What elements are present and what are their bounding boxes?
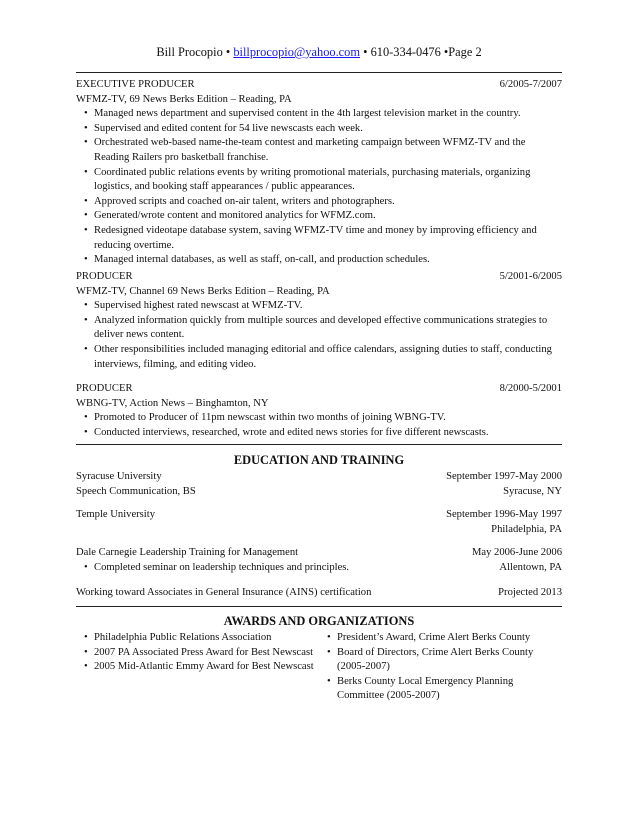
job-title: PRODUCER — [76, 271, 133, 282]
list-item: • Board of Directors, Crime Alert Berks County (2005-2007) — [319, 646, 562, 675]
school-name: Temple University — [76, 509, 155, 520]
education-dates: Projected 2013 — [498, 587, 562, 598]
job-bullets — [76, 411, 562, 440]
list-item: • Completed seminar on leadership techniques and principles. — [76, 561, 499, 576]
school-name: Dale Carnegie Leadership Training for Management — [76, 547, 299, 558]
job-organization: WBNG-TV, Action News – Binghamton, NY — [76, 397, 269, 409]
list-item: • Analyzed information quickly from multiple sources and developed effective communications strategies to deliver news content. — [76, 314, 562, 343]
certification-name: Working toward Associates in General Insurance (AINS) certification — [76, 587, 372, 598]
education-entry-syracuse — [76, 470, 562, 499]
list-item: • Approved scripts and coached on-air talent, writers and photographers. — [76, 195, 562, 210]
list-item: • Philadelphia Public Relations Association — [76, 631, 319, 646]
email-link[interactable]: billprocopio@yahoo.com — [233, 45, 361, 59]
header-phone: 610-334-0476 — [370, 45, 441, 59]
awards-columns — [76, 631, 562, 704]
list-item: • Managed news department and supervised content in the 4th largest television market in the country. — [76, 107, 562, 122]
list-item: • Redesigned videotape database system, saving WFMZ-TV time and money by improving efficiency and reducing overtime. — [76, 224, 562, 253]
school-name: Syracuse University — [76, 471, 162, 482]
list-item: • Supervised highest rated newscast at WFMZ-TV. — [76, 299, 562, 314]
education-dates: May 2006-June 2006 — [471, 547, 562, 558]
education-entry-temple — [76, 508, 562, 537]
degree: Speech Communication, BS — [76, 485, 196, 497]
list-item: • Promoted to Producer of 11pm newscast within two months of joining WBNG-TV. — [76, 411, 562, 426]
education-dates: September 1997-May 2000 — [446, 471, 562, 482]
header-name: Bill Procopio — [156, 45, 223, 59]
list-item: • Conducted interviews, researched, wrote and edited news stories for five different newscasts. — [76, 426, 562, 441]
section-divider — [76, 606, 562, 607]
header-separator: • — [443, 45, 449, 59]
header-separator: • — [363, 45, 368, 59]
header-page-number: Page 2 — [448, 45, 482, 59]
list-item: • Supervised and edited content for 54 live newscasts each week. — [76, 122, 562, 137]
job-bullets — [76, 107, 562, 268]
awards-heading: AWARDS AND ORGANIZATIONS — [223, 614, 415, 628]
section-divider — [76, 444, 562, 445]
awards-right-column — [319, 631, 562, 704]
header-separator: • — [225, 45, 231, 59]
education-heading: EDUCATION AND TRAINING — [233, 453, 405, 467]
education-location: Allentown, PA — [499, 561, 562, 573]
job-organization: WFMZ-TV, Channel 69 News Berks Edition – Reading, PA — [76, 285, 330, 297]
list-item: • Berks County Local Emergency Planning Committee (2005-2007) — [319, 675, 562, 704]
job-dates: 8/2000-5/2001 — [499, 383, 562, 394]
job-producer-wfmz — [76, 270, 562, 372]
education-entry-ains — [76, 586, 562, 601]
list-item: • Orchestrated web-based name-the-team contest and marketing campaign between WFMZ-TV and the Reading Railers pro basketball franchise. — [76, 136, 562, 165]
education-dates: September 1996-May 1997 — [446, 509, 562, 520]
job-executive-producer — [76, 78, 562, 268]
header-divider — [76, 72, 562, 73]
list-item: • Managed internal databases, as well as staff, on-call, and production schedules. — [76, 253, 562, 268]
job-dates: 6/2005-7/2007 — [499, 79, 562, 90]
list-item: • President’s Award, Crime Alert Berks County — [319, 631, 562, 646]
list-item: • Other responsibilities included managing editorial and office calendars, assigning duties to staff, conducting interviews, filming, and editing video. — [76, 343, 562, 372]
list-item: • 2007 PA Associated Press Award for Best Newscast — [76, 646, 319, 661]
page-header — [76, 45, 562, 60]
job-title: PRODUCER — [76, 383, 133, 394]
job-organization: WFMZ-TV, 69 News Berks Edition – Reading, PA — [76, 93, 292, 105]
education-location: Philadelphia, PA — [491, 523, 562, 535]
list-item: • 2005 Mid-Atlantic Emmy Award for Best Newscast — [76, 660, 319, 675]
job-producer-wbng — [76, 382, 562, 440]
job-dates: 5/2001-6/2005 — [499, 271, 562, 282]
education-location: Syracuse, NY — [503, 485, 562, 497]
job-title: EXECUTIVE PRODUCER — [76, 79, 195, 90]
list-item: • Coordinated public relations events by writing promotional materials, purchasing materials, organizing logistics, and booking staff appearances / public appearances. — [76, 166, 562, 195]
job-bullets — [76, 299, 562, 372]
awards-left-column — [76, 631, 319, 704]
education-entry-dale-carnegie — [76, 546, 562, 575]
list-item: • Generated/wrote content and monitored analytics for WFMZ.com. — [76, 209, 562, 224]
